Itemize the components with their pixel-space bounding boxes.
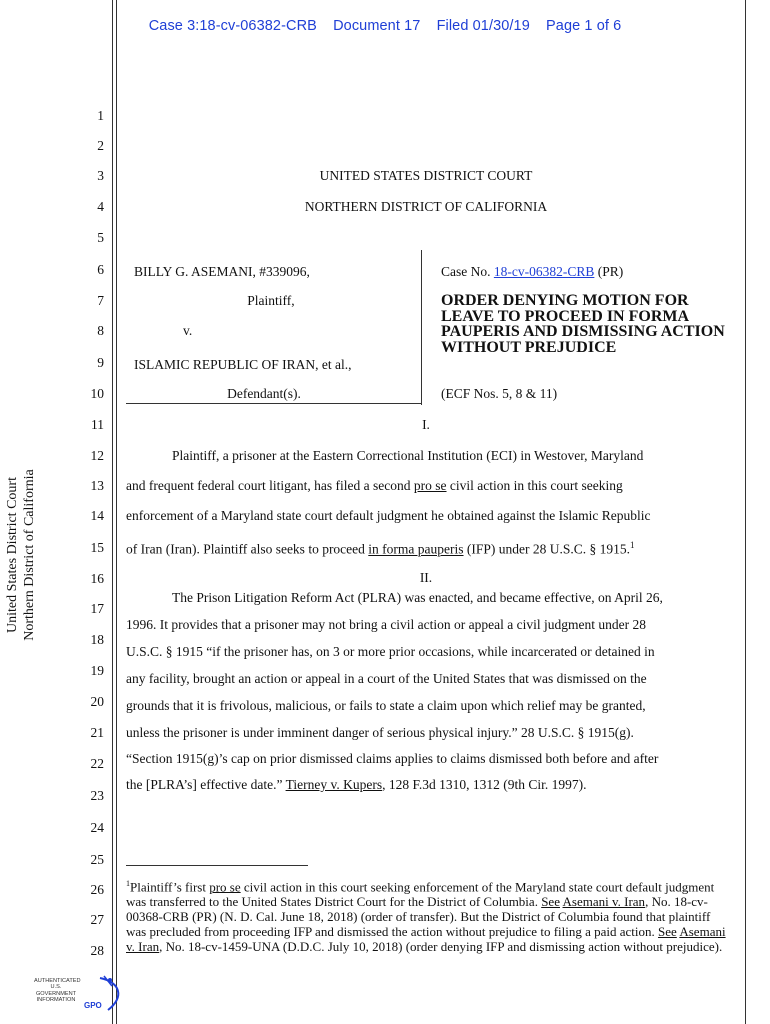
court-name: UNITED STATES DISTRICT COURT [319,168,533,183]
text-run: Plaintiff’s first [130,879,210,895]
paragraph-line: unless the prisoner is under imminent danger of serious physical injury.” 28 U.S.C. § 1915(g). [126,725,634,740]
case-citation: Tierney v. Kupers [285,777,383,792]
footnote-reference[interactable]: 1 [630,540,635,550]
ecf-numbers: (ECF Nos. 5, 8 & 11) [441,386,558,401]
paragraph-line [126,478,623,494]
paragraph-line [126,540,635,558]
header-document-number: Document 17 [333,18,421,34]
seal-line: U.S. GOVERNMENT [35,984,77,997]
court-district: NORTHERN DISTRICT OF CALIFORNIA [304,199,548,214]
line-number: 24 [90,820,104,835]
seal-line: INFORMATION [36,997,76,1004]
seal-text [34,978,81,1004]
line-number: 9 [97,355,104,370]
line-number: 17 [90,601,104,616]
footnote-mark: 1 [126,879,130,888]
left-margin-rule-inner [116,0,117,1024]
paragraph-line: enforcement of a Maryland state court default judgment he obtained against the Islamic Republic [126,508,651,523]
left-margin-rule-outer [112,0,113,1024]
text-run-underlined: pro se [413,478,447,493]
header-page-number: Page 1 of 6 [546,18,622,34]
text-run: and frequent federal court litigant, has filed a second [126,478,414,493]
seal-gpo: GPO [84,1001,102,1010]
line-number: 28 [90,943,104,958]
line-number: 14 [90,508,104,523]
line-number: 25 [90,852,104,867]
line-number: 18 [90,632,104,647]
line-number: 19 [90,663,104,678]
text-run: civil action in this court seeking [446,478,623,493]
header-case-number: Case 3:18-cv-06382-CRB [148,18,317,34]
line-number: 3 [97,168,104,183]
paragraph-line [126,777,587,793]
text-run: civil action in this court seeking enforcement of the Maryland state court default judgment was transferred to the United States District Court for the District of Columbia. [126,879,715,910]
versus: v. [183,323,193,338]
case-citation: Asemani v. Iran [126,924,726,955]
sidebar-district-name: Northern District of California [22,469,37,641]
paragraph-line: grounds that it is frivolous, malicious, or fails to state a claim upon which relief may be granted, [126,698,646,713]
line-number: 26 [90,882,104,897]
paragraph-line: 1996. It provides that a prisoner may not bring a civil action or appeal a civil judgment under 28 [126,617,646,632]
defendant-name: ISLAMIC REPUBLIC OF IRAN, et al., [134,357,352,372]
line-number: 22 [90,756,104,771]
line-number: 15 [90,540,104,555]
line-number: 21 [90,725,104,740]
text-run: (IFP) under 28 U.S.C. § 1915. [463,541,631,557]
paragraph-line: U.S.C. § 1915 “if the prisoner has, on 3 or more prior occasions, while incarcerated or detained in [126,644,655,659]
plaintiff-name: BILLY G. ASEMANI, #339096, [134,264,310,279]
line-number: 5 [97,230,104,245]
text-run-underlined: pro se [209,879,241,895]
line-number: 8 [97,323,104,338]
line-number: 11 [91,417,104,432]
line-number: 20 [90,694,104,709]
line-number: 23 [90,788,104,803]
line-number: 13 [90,478,104,493]
caption-divider-vertical [421,250,422,405]
footnote [126,876,726,954]
plaintiff-role: Plaintiff, [247,293,295,308]
order-title: ORDER DENYING MOTION FOR LEAVE TO PROCEED IN FORMA PAUPERIS AND DISMISSING ACTION WITHOUT PREJUDICE [441,292,725,356]
section-heading-2: II. [419,570,433,585]
signal-see: See [541,894,560,910]
line-number: 12 [90,448,104,463]
line-number: 2 [97,138,104,153]
sidebar-court-name: United States District Court [5,477,20,633]
text-run-underlined: in forma pauperis [368,541,464,557]
signal-see: See [658,924,677,940]
text-run: the [PLRA’s] effective date.” [126,777,286,792]
line-number: 16 [90,571,104,586]
seal-line: AUTHENTICATED [34,978,81,984]
text-run: of Iran (Iran). Plaintiff also seeks to proceed [126,541,369,557]
header-filed-date: Filed 01/30/19 [436,18,530,34]
line-number: 1 [97,108,104,123]
caption-divider-horizontal [126,403,422,404]
line-number: 7 [97,293,104,308]
paragraph-line: Plaintiff, a prisoner at the Eastern Correctional Institution (ECI) in Westover, Maryland [172,448,644,463]
defendant-role: Defendant(s). [227,386,301,401]
sidebar-court-label [4,445,44,665]
line-number: 27 [90,912,104,927]
paragraph-line: any facility, brought an action or appeal in a court of the United States that was dismissed on the [126,671,647,686]
line-number: 4 [97,199,104,214]
case-number [441,264,623,280]
case-number-link[interactable]: 18-cv-06382-CRB [493,264,595,279]
case-number-label: Case No. [441,264,491,279]
text-run: , No. 18-cv-1459-UNA (D.D.C. July 10, 2018) (order denying IFP and dismissing action without prejudice). [159,939,723,955]
line-number: 6 [97,262,104,277]
case-number-suffix: (PR) [597,264,624,279]
line-number: 10 [90,386,104,401]
text-run: , 128 F.3d 1310, 1312 (9th Cir. 1997). [382,777,587,792]
section-heading-1: I. [422,417,430,432]
paragraph-line: The Prison Litigation Reform Act (PLRA) was enacted, and became effective, on April 26, [172,590,663,605]
paragraph-line: “Section 1915(g)’s cap on prior dismissed claims applies to claims dismissed both before and after [126,751,659,766]
right-margin-rule [745,0,746,1024]
footnote-separator [126,865,308,866]
case-citation: Asemani v. Iran [562,894,646,910]
text-run: , No. 18-cv-00368-CRB (PR) (N. D. Cal. June 18, 2018) (order of transfer). But the District of Columbia found that plaintiff was precluded from proceeding IFP and dismissed the action without prejudice to filing a paid action. [126,894,711,940]
